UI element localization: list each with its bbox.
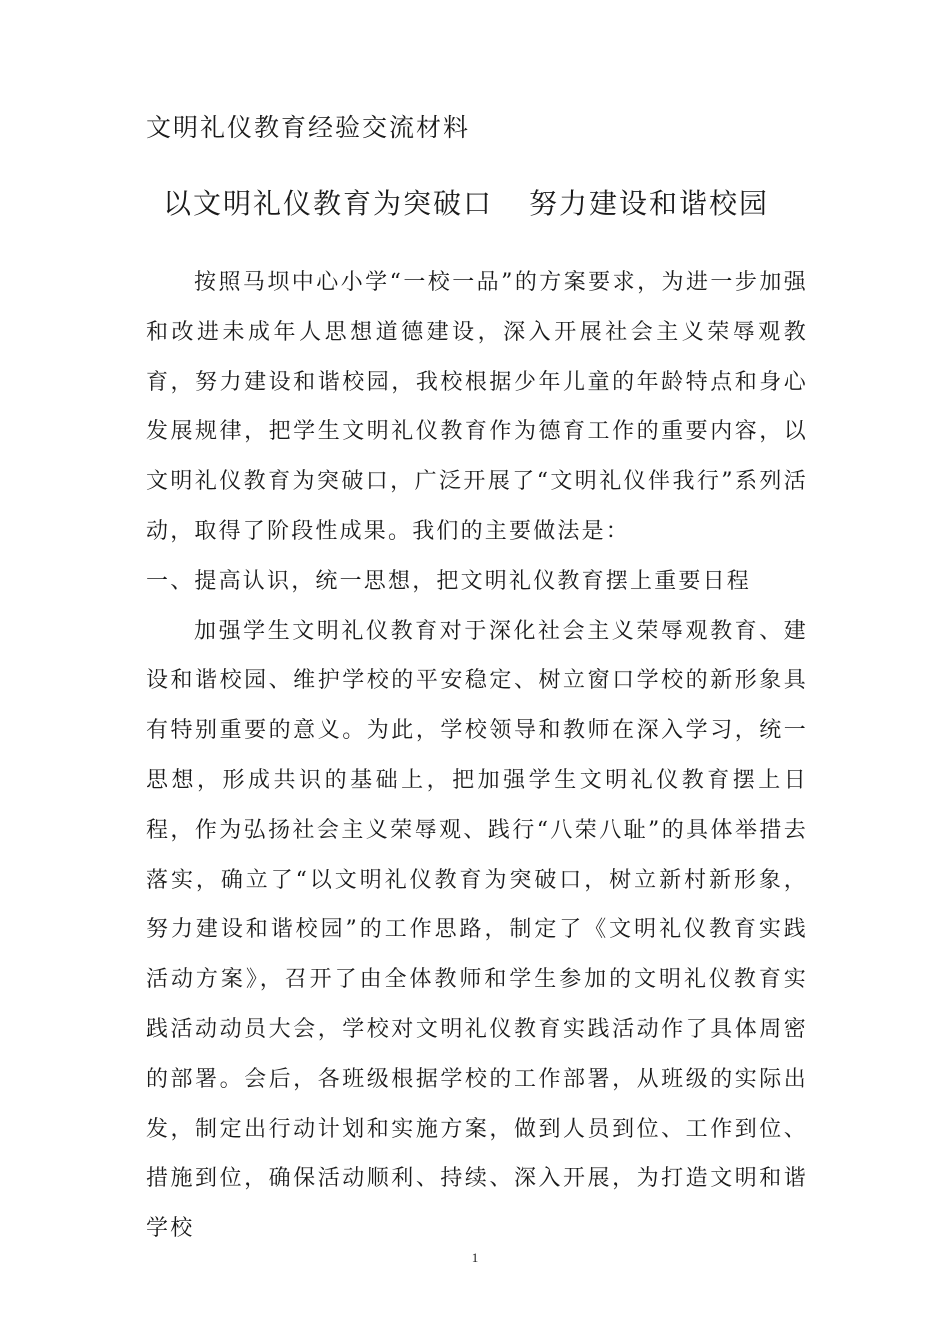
title-part-1: 以文明礼仪教育为突破口 (163, 187, 494, 220)
document-body (146, 258, 808, 1254)
intro-paragraph: 按照马坝中心小学“一校一品”的方案要求，为进一步加强和改进未成年人思想道德建设，深入开展社会主义荣辱观教育，努力建设和谐校园，我校根据少年儿童的年龄特点和身心发展规律，把学生文明礼仪教育作为德育工作的重要内容，以文明礼仪教育为突破口，广泛开展了“文明礼仪伴我行”系列活动，取得了阶段性成果。我们的主要做法是： (146, 270, 808, 544)
document-header: 文明礼仪教育经验交流材料 (146, 113, 471, 142)
title-part-2: 努力建设和谐校园 (529, 187, 770, 220)
page-number: 1 (471, 1250, 479, 1265)
section-1-paragraph: 加强学生文明礼仪教育对于深化社会主义荣辱观教育、建设和谐校园、维护学校的平安稳定、树立窗口学校的新形象具有特别重要的意义。为此，学校领导和教师在深入学习，统一思想，形成共识的基础上，把加强学生文明礼仪教育摆上日程，作为弘扬社会主义荣辱观、践行“八荣八耻”的具体举措去落实，确立了“以文明礼仪教育为突破口，树立新村新形象，努力建设和谐校园”的工作思路，制定了《文明礼仪教育实践活动方案》，召开了由全体教师和学生参加的文明礼仪教育实践活动动员大会，学校对文明礼仪教育实践活动作了具体周密的部署。会后，各班级根据学校的工作部署，从班级的实际出发，制定出行动计划和实施方案，做到人员到位、工作到位、措施到位，确保活动顺利、持续、深入开展，为打造文明和谐学校 (146, 618, 808, 1242)
document-title (163, 180, 823, 228)
section-1-heading: 一、提高认识，统一思想，把文明礼仪教育摆上重要日程 (146, 568, 752, 594)
